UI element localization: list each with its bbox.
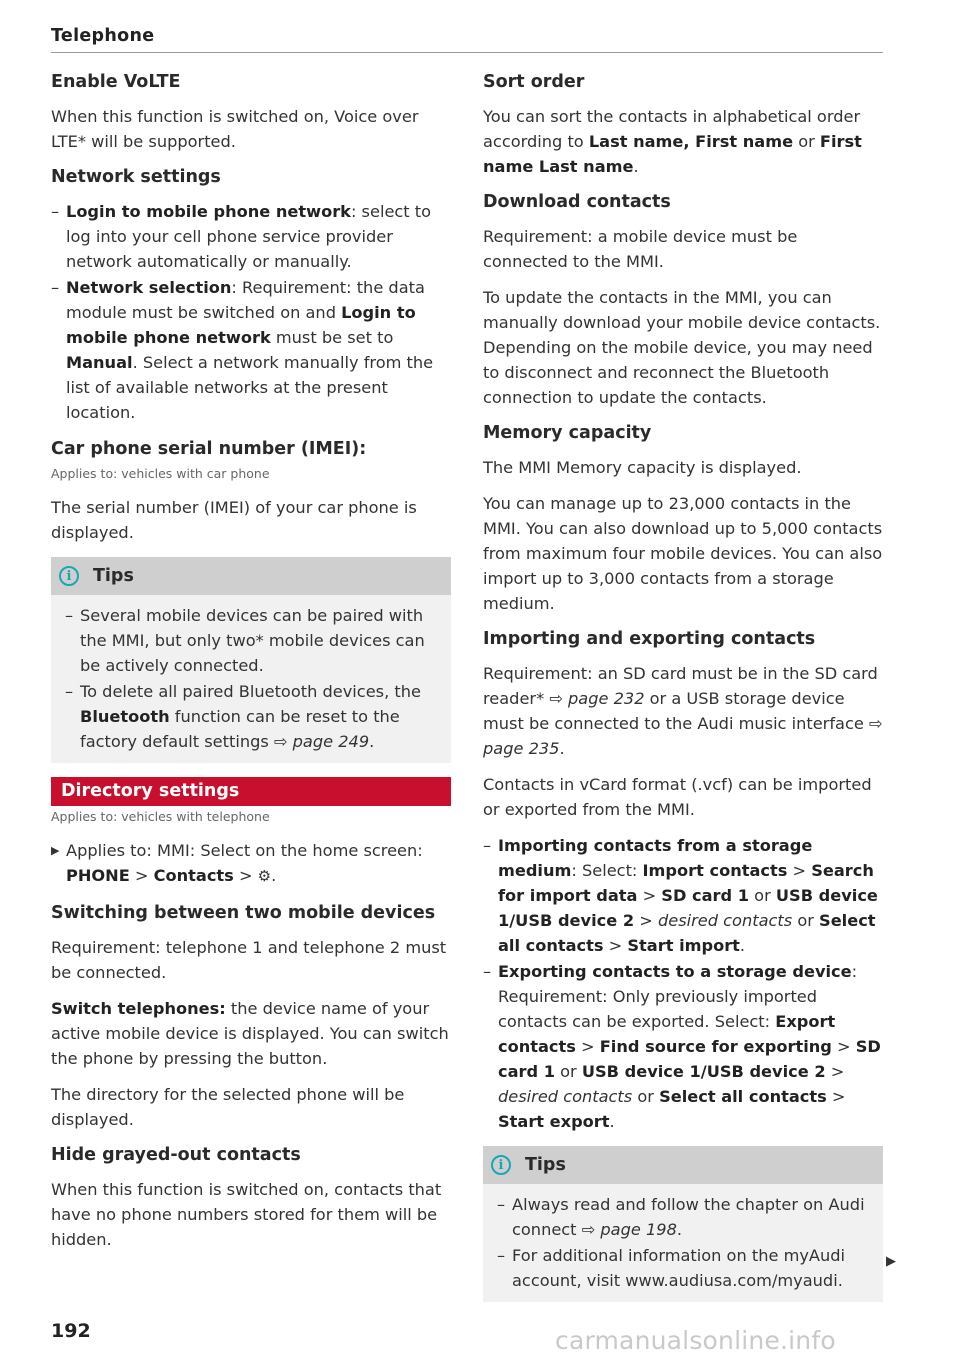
- switching-text: Requirement: telephone 1 and telephone 2 must be connected.: [51, 938, 447, 982]
- gear-icon: ⚙: [257, 867, 272, 885]
- left-column: [51, 70, 451, 1263]
- network-settings-heading: Network settings: [51, 167, 221, 187]
- continue-arrow-icon: ▶: [886, 1254, 896, 1269]
- memory-text-1: The MMI Memory capacity is displayed.: [483, 458, 802, 477]
- page-link[interactable]: ⇨ page 198: [581, 1220, 677, 1239]
- download-text-2: To update the contacts in the MMI, you can manually download your mobile device contacts. Depending on the mobile device, you may need to disconnect and reconnect the Bluetooth connection to update the contacts.: [483, 288, 881, 407]
- page-header: [51, 26, 883, 53]
- tips-list: [483, 1184, 883, 1302]
- volte-heading: Enable VoLTE: [51, 72, 181, 92]
- hide-contacts-text: When this function is switched on, contacts that have no phone numbers stored for them will be hidden.: [51, 1180, 442, 1249]
- list-item: – Always read and follow the chapter on Audi connect ⇨ page 198.: [497, 1192, 871, 1242]
- download-heading: Download contacts: [483, 192, 671, 212]
- switching-heading: Switching between two mobile devices: [51, 903, 436, 923]
- watermark: carmanualsonline.info: [555, 1326, 836, 1355]
- tips-box: [483, 1146, 883, 1302]
- memory-text-2: You can manage up to 23,000 contacts in the MMI. You can also download up to 5,000 contacts from maximum four mobile devices. You can also import up to 3,000 contacts from a storage medium.: [483, 494, 883, 613]
- info-icon: i: [59, 566, 79, 586]
- imei-applies: Applies to: vehicles with car phone: [51, 466, 270, 481]
- sort-order-text: You can sort the contacts in alphabetical order according to Last name, First name or First name Last name.: [483, 107, 862, 176]
- directory-step: ▶ Applies to: MMI: Select on the home screen: PHONE > Contacts > ⚙.: [51, 838, 451, 889]
- sort-order-heading: Sort order: [483, 72, 585, 92]
- memory-heading: Memory capacity: [483, 423, 652, 443]
- tips-header: [483, 1146, 883, 1184]
- volte-text: When this function is switched on, Voice over LTE* will be supported.: [51, 107, 419, 151]
- network-settings-list: [51, 199, 451, 425]
- page-link[interactable]: ⇨ page 232: [549, 689, 645, 708]
- tips-list: [51, 595, 451, 763]
- switch-telephones-text: Switch telephones: the device name of your active mobile device is displayed. You can switch the phone by pressing the button.: [51, 999, 449, 1068]
- hide-contacts-heading: Hide grayed-out contacts: [51, 1145, 301, 1165]
- list-item: – Several mobile devices can be paired with the MMI, but only two* mobile devices can be actively connected.: [65, 603, 439, 678]
- list-item: – Importing contacts from a storage medium: Select: Import contacts > Search for import data > SD card 1 or USB device 1/USB device 2 > desired contacts or Select all contacts > Start import.: [483, 833, 883, 958]
- list-item: – Exporting contacts to a storage device: Requirement: Only previously imported contacts can be exported. Select: Export contacts > Find source for exporting > SD card 1 or USB device 1/USB device 2 > desired contacts or Select all contacts > Start export.: [483, 959, 883, 1134]
- page-title: Telephone: [51, 26, 155, 46]
- step-arrow-icon: ▶: [51, 844, 60, 857]
- list-item: – Login to mobile phone network: select to log into your cell phone service provider network automatically or manually.: [51, 199, 451, 274]
- tips-header: [51, 557, 451, 595]
- right-column: [483, 70, 883, 1316]
- directory-phone-text: The directory for the selected phone will be displayed.: [51, 1085, 405, 1129]
- imei-text: The serial number (IMEI) of your car phone is displayed.: [51, 498, 417, 542]
- tips-title: Tips: [93, 566, 134, 586]
- tips-box: [51, 557, 451, 763]
- download-text-1: Requirement: a mobile device must be connected to the MMI.: [483, 227, 798, 271]
- import-export-heading: Importing and exporting contacts: [483, 629, 816, 649]
- list-item: – To delete all paired Bluetooth devices, the Bluetooth function can be reset to the factory default settings ⇨ page 249.: [65, 679, 439, 754]
- imei-heading: Car phone serial number (IMEI):: [51, 439, 367, 459]
- info-icon: i: [491, 1155, 511, 1175]
- list-item: – For additional information on the myAudi account, visit www.audiusa.com/myaudi.: [497, 1243, 871, 1293]
- page-number: 192: [51, 1320, 91, 1342]
- page-link[interactable]: ⇨ page 249: [273, 732, 370, 751]
- import-requirement: Requirement: an SD card must be in the SD card reader* ⇨ page 232 or a USB storage device must be connected to the Audi music interface ⇨ page 235.: [483, 664, 883, 758]
- list-item: – Network selection: Requirement: the data module must be switched on and Login to mobile phone network must be set to Manual. Select a network manually from the list of available networks at the present location.: [51, 275, 451, 425]
- directory-settings-bar: Directory settings: [51, 777, 451, 806]
- tips-title: Tips: [525, 1155, 566, 1175]
- vcard-text: Contacts in vCard format (.vcf) can be imported or exported from the MMI.: [483, 775, 872, 819]
- directory-applies: Applies to: vehicles with telephone: [51, 809, 270, 824]
- import-export-list: [483, 833, 883, 1134]
- page-link[interactable]: ⇨ page 235: [483, 714, 883, 758]
